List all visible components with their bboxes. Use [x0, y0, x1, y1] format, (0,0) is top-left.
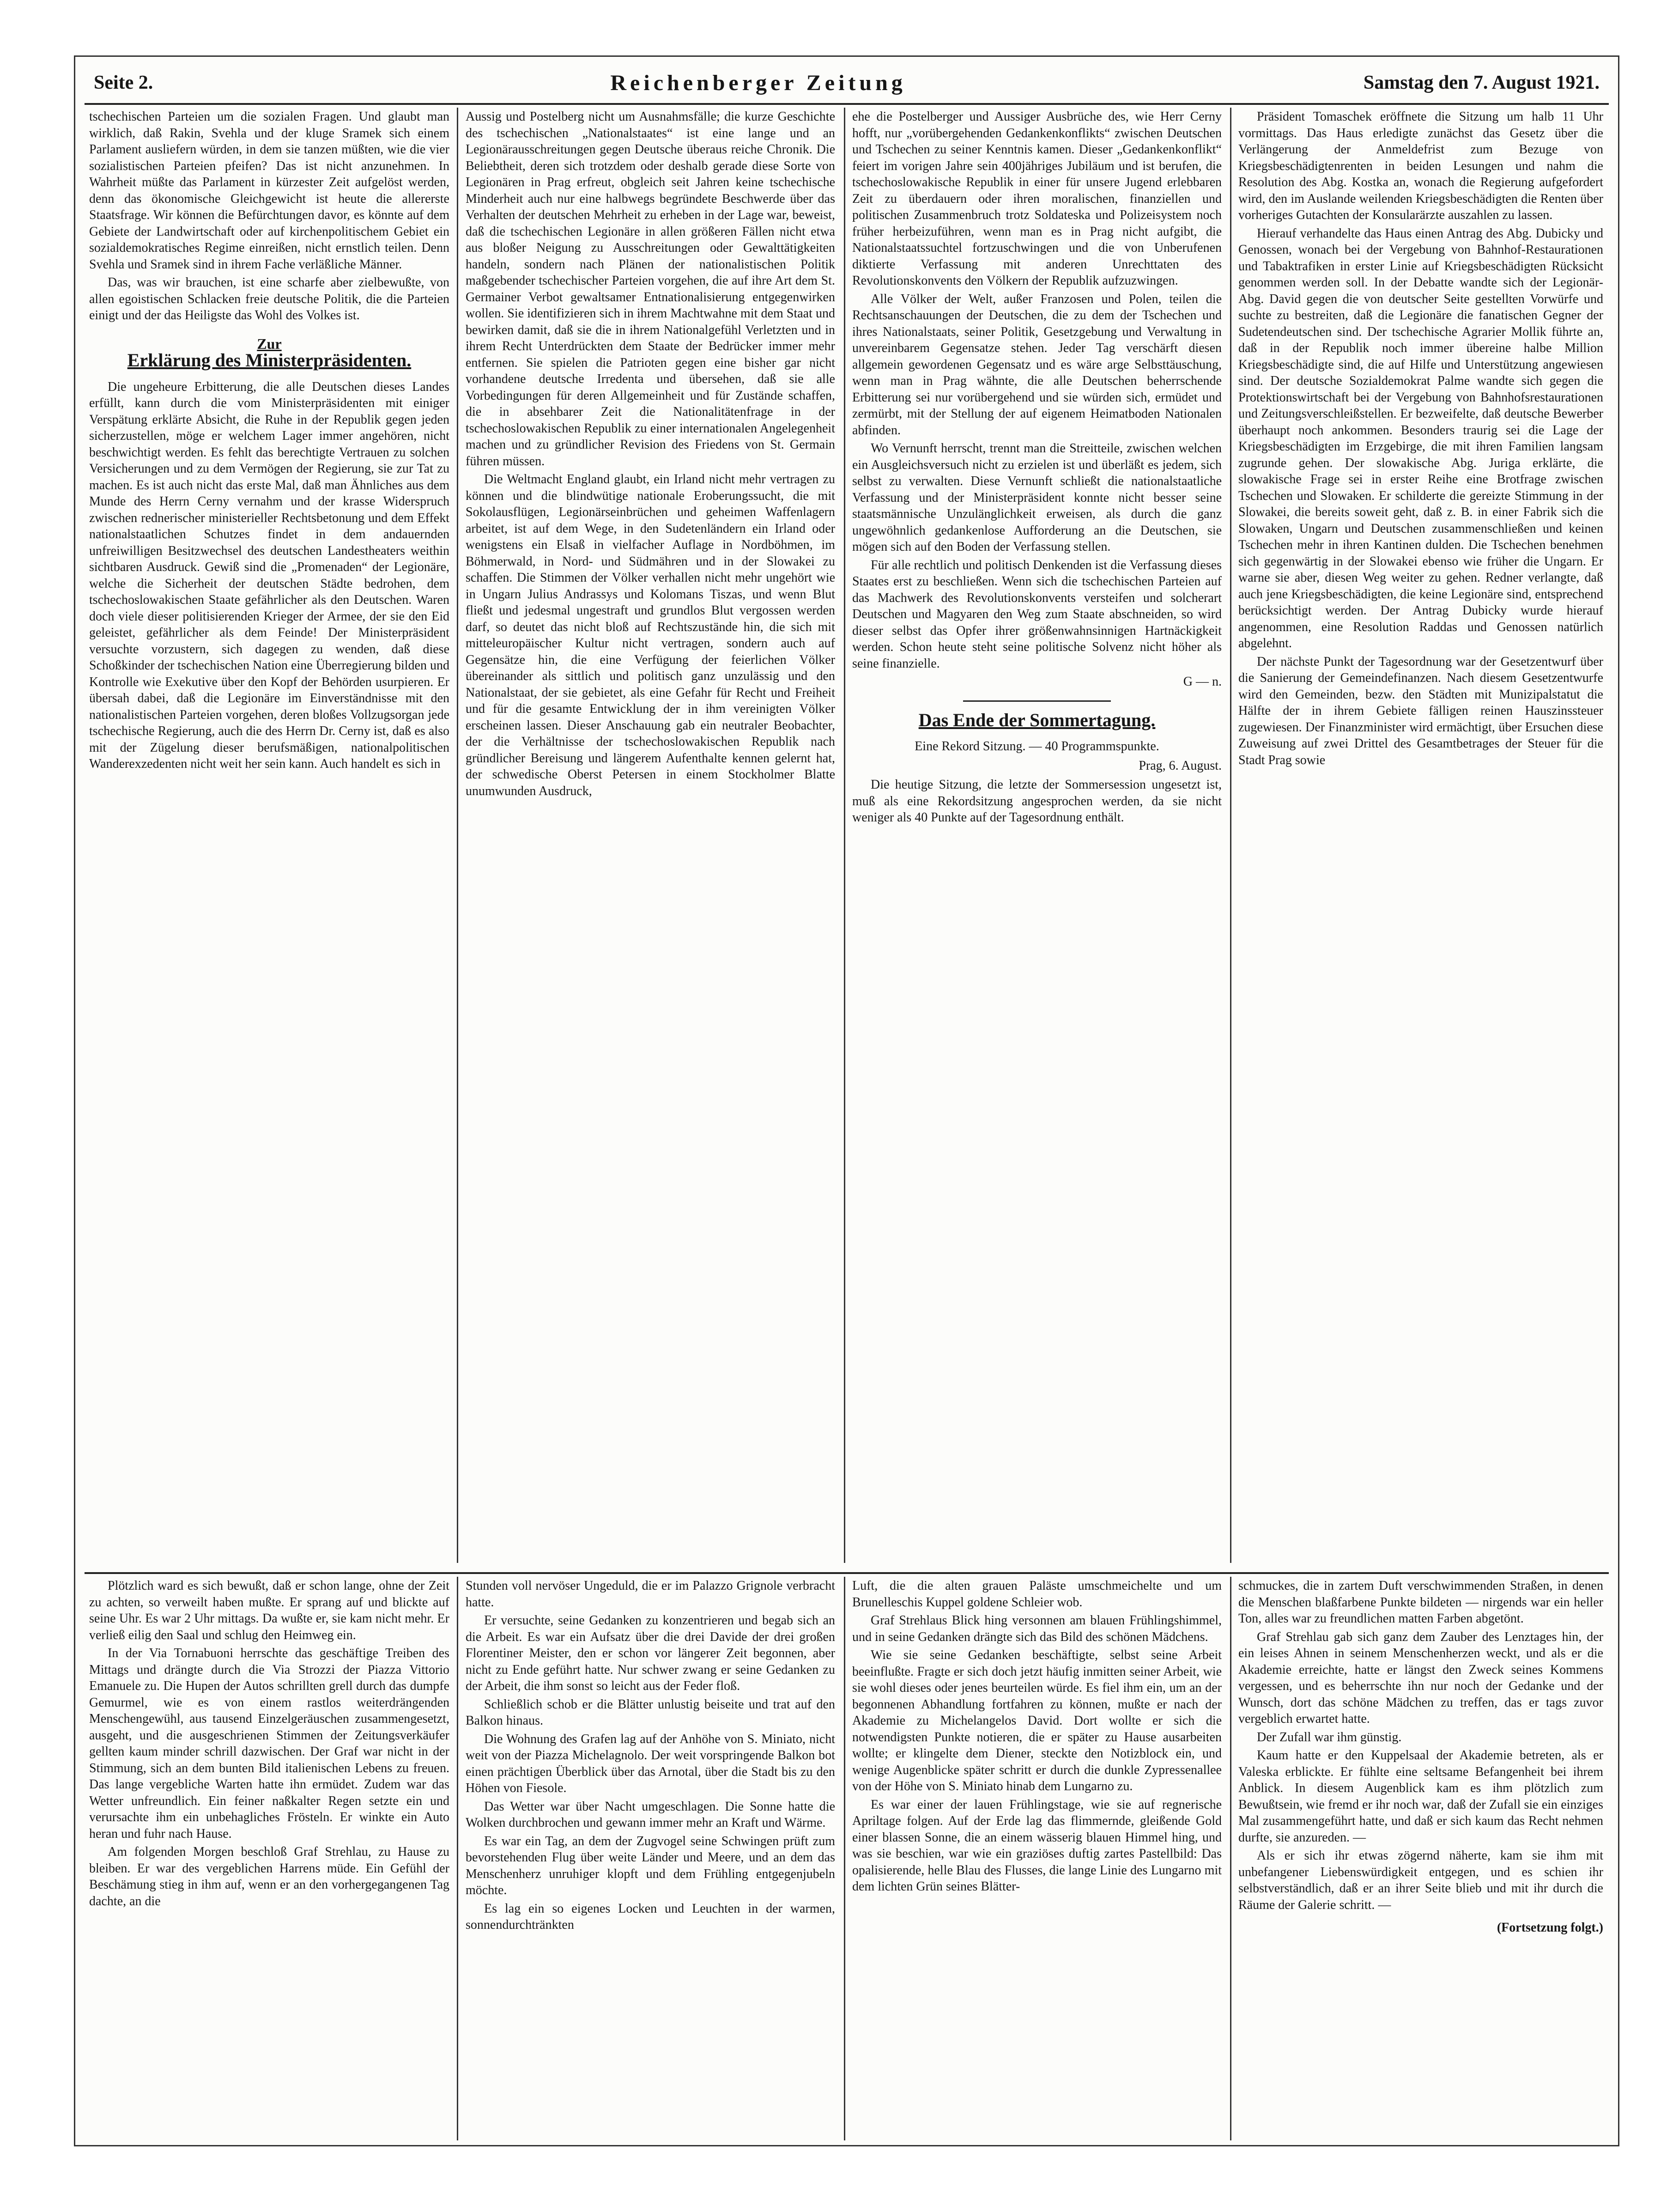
- paragraph: Es war einer der lauen Frühlingstage, wie sie auf regnerische Apriltage folgen. Auf der Erde lag das flimmernde, gleißende Gold einer blassen Sonne, die an einem wässerig blauen Himmel hing, und was sie beschien, war wie ein graziöses duftig zartes Pastellbild: Das opalisierende, helle Blau des Flusses, die lange Linie des Lungarno mit dem lichten Grün seines Blätter-: [852, 1797, 1222, 1894]
- paragraph: Die heutige Sitzung, die letzte der Sommersession ungesetzt ist, muß als eine Rekordsitzung angesprochen werden, da sie nicht weniger als 40 Punkte auf der Tagesordnung enthält.: [852, 778, 1222, 825]
- paragraph: Graf Strehlau gab sich ganz dem Zauber des Lenztages hin, der ein leises Ahnen in seinem Menschenherzen weckt, und als er die Akademie erreichte, hatte er längst den Zweck seines Kommens vergessen, und es beherrschte ihn nur noch der Gedanke und der Wunsch, dort das schöne Mädchen zu treffen, das er tags zuvor vergeblich erwartet hatte.: [1238, 1629, 1603, 1726]
- article-column-3: [852, 109, 1222, 1564]
- article-headline: Das Ende der Sommertagung.: [918, 709, 1156, 730]
- paragraph: schmuckes, die in zartem Duft verschwimmenden Straßen, in denen die Menschen blaßfarbene Punkte bildeten — nirgends war ein heller Ton, alles war zu freundlichen matten Farben abgetönt.: [1238, 1579, 1603, 1626]
- feuilleton-column-3: [852, 1578, 1222, 2139]
- column-divider: [844, 1577, 845, 2140]
- continued-note: (Fortsetzung folgt.): [1497, 1920, 1603, 1935]
- paragraph: Es war ein Tag, an dem der Zugvogel seine Schwingen prüft zum bevorstehenden Flug über weite Länder und Meere, und an dem das Menschenherz unruhiger klopft und dem Frühling entgegenjubeln möchte.: [466, 1834, 835, 1897]
- paragraph: Der Zufall war ihm günstig.: [1257, 1730, 1402, 1744]
- paragraph: Für alle rechtlich und politisch Denkenden ist die Verfassung dieses Staates erst zu beschließen. Wenn sich die tschechischen Parteien auf das Machwerk des Revolutionskonvents versteifen und solcherart Deutschen und Magyaren den Weg zum Staate abschneiden, so wird dieser selbst das Opfer ihrer größenwahnsinnigen Hartnäckigkeit werden. Schon heute steht seine politische Solvenz nicht höher als seine finanzielle.: [852, 558, 1222, 671]
- paragraph: Als er sich ihr etwas zögernd näherte, kam sie ihm mit unbefangener Liebenswürdigkeit entgegen, und es schien ihr selbstverständlich, daß er an ihrer Seite blieb und mit ihr durch die Räume der Galerie schritt. —: [1238, 1848, 1603, 1912]
- paragraph: Schließlich schob er die Blätter unlustig beiseite und trat auf den Balkon hinaus.: [466, 1697, 835, 1728]
- column-divider: [1230, 1577, 1231, 2140]
- feuilleton-rule: [85, 1572, 1609, 1574]
- paragraph: Am folgenden Morgen beschloß Graf Strehlau, zu Hause zu bleiben. Er war des vergeblichen Harrens müde. Ein Gefühl der Beschämung stieg in ihm auf, wenn er an den vorhergegangenen Tag dachte, an die: [89, 1845, 449, 1908]
- paragraph: Die Wohnung des Grafen lag auf der Anhöhe von S. Miniato, nicht weit von der Piazza Michelagnolo. Der weit vorspringende Balkon bot einen prächtigen Überblick über das Arnotal, über die Stadt bis zu den Höhen von Fiesole.: [466, 1732, 835, 1795]
- column-divider: [457, 1577, 458, 2140]
- dateline: Prag, 6. August.: [1139, 758, 1222, 773]
- article-subheading: Eine Rekord Sitzung. — 40 Programmspunkte.: [915, 739, 1159, 754]
- newspaper-page: [74, 55, 1619, 2146]
- paragraph: Alle Völker der Welt, außer Franzosen und Polen, teilen die Rechtsanschauungen der Deutschen, die zu dem der Tschechen und ihres Nationalstaats, seiner Politik, Gesetzgebung und Verwaltung in unvereinbarem Gegensatze stehen. Jeder Tag verschärft diesen allgemein gewordenen Gegensatz und es wäre arge Selbsttäuschung, wenn man in Prag wähnte, die alle Deutschen beherrschende Erbitterung sei nur vorübergehend und sie würden sich, ermüdet und zermürbt, mit der Stellung der auf eigenem Heimatboden Nationalen abfinden.: [852, 292, 1222, 438]
- paragraph: Wie sie seine Gedanken beschäftigte, selbst seine Arbeit beeinflußte. Fragte er sich doch jetzt häufig inmitten seiner Arbeit, wie sie wohl dieses oder jenes beurteilen würde. Es fiel ihm ein, um an der begonnenen Abhandlung fortfahren zu können, mußte er nach der Akademie zu Michelangelos David. Dort wollte er sich die notwendigsten Punkte notieren, die er später zu Hause ausarbeiten wollte; er klingelte dem Diener, steckte den Notizblock ein, und wenige Augenblicke später schritt er durch die dunkle Zypressenallee von der Höhe von S. Miniato hinab dem Lungarno zu.: [852, 1648, 1222, 1793]
- article-column-1: [89, 109, 449, 1564]
- column-divider: [844, 108, 845, 1563]
- issue-date: Samstag den 7. August 1921.: [1363, 72, 1600, 93]
- article-kicker: Zur: [257, 335, 282, 352]
- paragraph: ehe die Postelberger und Aussiger Ausbrüche des, wie Herr Cerny hofft, nur „vorübergehenden Gedankenkonflikts“ zwischen Deutschen und Tschechen zu seiner Kenntnis kamen. Dieser „Gedankenkonflikt“ feiert im vorigen Jahre sein 400jähriges Jubiläum und ist berufen, die tschechoslowakische Republik in einer für unsere Jugend erlebbaren Zeit zu überdauern oder ihren moralischen, finanziellen und politischen Zusammenbruch trotz Soldateska und Polizeisystem noch früher herbeizuführen, wenn man es in Prag nicht aufgibt, die Nationalstaatssuchtel fortzuschwingen und die von Unberufenen diktierte Verfassung mit anderen Unrechttaten des Revolutionskonvents den Völkern der Republik aufzuzwingen.: [852, 109, 1222, 288]
- paragraph: Er versuchte, seine Gedanken zu konzentrieren und begab sich an die Arbeit. Es war ein Aufsatz über die drei Davide der drei großen Florentiner Meister, den er schon vor längerer Zeit begonnen, aber nicht zu Ende geführt hatte. Nur schwer zwang er seine Gedanken zu der Arbeit, die ihm sonst so leicht aus der Feder floß.: [466, 1613, 835, 1693]
- column-divider: [1230, 108, 1231, 1563]
- article-headline: Erklärung des Ministerpräsidenten.: [127, 350, 412, 371]
- page-number: Seite 2.: [94, 72, 153, 93]
- paragraph: Graf Strehlaus Blick hing versonnen am blauen Frühlingshimmel, und in seine Gedanken drängte sich das Bild des schönen Mädchens.: [852, 1613, 1222, 1644]
- feuilleton-column-4: [1238, 1578, 1603, 2139]
- author-signature: G — n.: [1183, 675, 1222, 689]
- header-rule: [85, 103, 1609, 105]
- feuilleton-column-1: [89, 1578, 449, 2139]
- paragraph: Kaum hatte er den Kuppelsaal der Akademie betreten, als er Valeska erblickte. Er fühlte eine seltsame Befangenheit bei ihrem Anblick. In diesem Augenblick kam es ihm plötzlich zum Bewußtsein, wie fremd er ihr noch war, daß der Zufall sie ein einziges Mal zusammengeführt hatte, und daß er sich kaum das Recht nehmen durfte, sie anzureden. —: [1238, 1748, 1603, 1845]
- paragraph: Der nächste Punkt der Tagesordnung war der Gesetzentwurf über die Sanierung der Gemeindefinanzen. Nach diesem Gesetzentwurfe wird den Gemeinden, bezw. den Städten mit Munizipalstatut die Hälfte der in ihrem Gebiete fälligen reinen Hauszinssteuer zugewiesen. Der Finanzminister wird ermächtigt, über Ersuchen diese Zuweisung auf zwei Drittel des Gesamtbetrages der Steuer für die Stadt Prag sowie: [1238, 654, 1603, 767]
- section-divider: [963, 700, 1111, 702]
- paragraph: Die Weltmacht England glaubt, ein Irland nicht mehr vertragen zu können und die blindwütige nationale Eroberungssucht, die mit Sokolausflügen, Legionärseinbrüchen und geheimen Waffenlagern arbeitet, ist auf dem Wege, in den Sudetenländern ein Irland oder wenigstens ein Elsaß in vielfacher Auflage in Nordböhmen, im Böhmerwald, in Nord- und Südmähren und in der Slowakei zu schaffen. Die Stimmen der Völker verhallen nicht mehr ungehört wie in Ungarn Julius Andrassys und Kolomans Tiszas, und wenn Blut fließt und jedesmal ungestraft und grundlos Blut vergossen werden darf, so deutet das nicht bloß auf Rechtszustände hin, die sich mit mitteleuropäischer Kultur nicht vertragen, sondern auch auf Gegensätze hin, die eine Verfügung der feierlichen Völker übereinander als sittlich und politisch ganz unzulässig und den Nationalstaat, der sie gebietet, als eine Gefahr für Recht und Freiheit und für die gesamte Entwicklung der in ihm vereinigten Völker erscheinen lassen. Dieser Anschauung gab ein neutraler Beobachter, der die Verhältnisse der tschechoslowakischen Republik nach gründlicher Bereisung und längerem Aufenthalte kennen gelernt hat, der schwedische Oberst Petersen in einem Stockholmer Blatte unumwunden Ausdruck,: [466, 472, 835, 798]
- paragraph: Das, was wir brauchen, ist eine scharfe aber zielbewußte, von allen egoistischen Schlacken freie deutsche Politik, die die Parteien einigt und der das Heiligste das Wohl des Volkes ist.: [89, 275, 449, 322]
- page-header: [94, 64, 1600, 101]
- paragraph: Die ungeheure Erbitterung, die alle Deutschen dieses Landes erfüllt, kann durch die vom Ministerpräsidenten mit einiger Verspätung erklärte Absicht, die Ruhe in der Republik gegen jeden sicherzustellen, möge er welchem Lager immer angehören, nicht beschwichtigt werden. Es fehlt das berechtigte Vertrauen zu solchen Versicherungen und zu dem Vermögen der Regierung, sie zur Tat zu machen. Es ist auch nicht das erste Mal, daß man Ähnliches aus dem Munde des Herrn Cerny vernahm und der krasse Widerspruch zwischen rednerischer ministerieller Rechtsbetonung und dem Effekt nationalstaatlichen Schutzes findet in dem andauernden unfreiwilligen Besitzwechsel des deutschen Landestheaters weithin sichtbaren Ausdruck. Gewiß sind die „Promenaden“ der Legionäre, welche die Sicherheit der deutschen Städte bedrohen, dem tschechoslowakischen Staate gefährlicher als den Deutschen. Waren doch viele dieser politisierenden Krieger der Armee, der sie den Eid geleistet, gefährlicher als dem Feinde! Der Ministerpräsident versuchte vorzustern, sich dagegen zu wenden, daß diese Schoßkinder der tschechischen Nation eine Überregierung bilden und Kontrolle wie Exekutive über den Kopf der Behörden usurpieren. Er übersah dabei, daß die Legionäre im Einverständnisse mit den nationalistischen Parteien vorgehen, deren bloßes Vollzugsorgan jede tschechische Regierung, auch die des Herrn Dr. Cerny ist, daß es also mit der Zügelung dieser berufsmäßigen, nationalpolitischen Wanderexzedenten nicht weit her sein kann. Auch handelt es sich in: [89, 379, 449, 771]
- column-divider: [457, 108, 458, 1563]
- paragraph: Aussig und Postelberg nicht um Ausnahmsfälle; die kurze Geschichte des tschechischen „Nationalstaates“ ist eine lange und an Legionärausschreitungen gegen Deutsche überaus reiche Chronik. Die Beliebtheit, deren sich trotzdem oder deshalb gerade diese Sorte von Legionären in Prag erfreut, obgleich seit Jahren keine tschechische Minderheit auch nur eine halbwegs begründete Beschwerde über das Verhalten der deutschen Mehrheit zu erheben in der Lage war, beweist, daß die tschechischen Legionäre in allen größeren Fällen nicht etwa aus bloßer Neigung zu Ausschreitungen oder Gewalttätigkeiten handeln, sondern nach Plänen der nationalistischen Politik maßgebender tschechischer Parteien vorgehen, die auf ihre Art dem St. Germainer Verbot gewaltsamer Entnationalisierung entgegenwirken wollen. Sie identifizieren sich in ihrem Machtwahne mit dem Staat und bewirken damit, daß sie die in ihrem Nationalgefühl Verletzten und in ihrem Recht Unterdrückten dem Staate der Bedrücker immer mehr entfernen. Sie spielen die Patrioten gegen eine bisher gar nicht vorhandene deutsche Irredenta und übersehen, daß sie alle Vorbedingungen für deren Allgemeinheit und für Zustände schaffen, die in absehbarer Zeit die Nationalitätenfrage in der tschechoslowakischen Republik zu einer internationalen Angelegenheit machen und zu gründlicher Revision des Friedens von St. Germain führen müssen.: [466, 109, 835, 468]
- paragraph: Stunden voll nervöser Ungeduld, die er im Palazzo Grignole verbracht hatte.: [466, 1579, 835, 1610]
- paragraph: Das Wetter war über Nacht umgeschlagen. Die Sonne hatte die Wolken durchbrochen und gewann immer mehr an Kraft und Wärme.: [466, 1799, 835, 1830]
- paragraph: Präsident Tomaschek eröffnete die Sitzung um halb 11 Uhr vormittags. Das Haus erledigte zunächst das Gesetz über die Verlängerung der Anmeldefrist zum Bezuge von Kriegsbeschädigtenrenten in beiden Lesungen und nahm die Resolution des Abg. Kostka an, wonach die Regierung aufgefordert wird, den im Auslande weilenden Kriegsbeschädigten die Renten über vorheriges Gutachten der Konsularärzte auszahlen zu lassen.: [1238, 109, 1603, 222]
- newspaper-title: Reichenberger Zeitung: [610, 70, 906, 95]
- paragraph: tschechischen Parteien um die sozialen Fragen. Und glaubt man wirklich, daß Rakin, Svehla und der kluge Sramek sich einem Parlament ausliefern würden, in dem sie tanzen müßten, wie die vier sozialistischen Parteien pfeifen? Das ist nicht anzunehmen. In Wahrheit müßte das Parlament in kürzester Zeit aufgelöst werden, denn das ökonomische Gleichgewicht ist heute die allererste Staatsfrage. Wir können die Befürchtungen davor, es könnte auf dem Gebiete der Landwirtschaft oder auf kirchenpolitischem Gebiet ein sozialdemokratisches Regime einreißen, nicht ernstlich teilen. Denn Svehla und Sramek sind in ihrem Fache verläßliche Männer.: [89, 109, 449, 272]
- paragraph: In der Via Tornabuoni herrschte das geschäftige Treiben des Mittags und drängte durch die Via Strozzi der Piazza Vittorio Emanuele zu. Die Hupen der Autos schrillten grell durch das dumpfe Gemurmel, wie es von einem rastlos weiterdrängenden Menschengewühl, aus tausend Einzelgeräuschen zusammengesetzt, ausgeht, und die ausgeschrienen Stimmen der Zeitungsverkäufer gellten kaum minder schrill dazwischen. Der Graf war nicht in der Stimmung, sich an dem bunten Bild italienischen Lebens zu freuen. Das lange vergebliche Warten hatte ihn ermüdet. Zudem war das Wetter unfreundlich. Ein feiner naßkalter Regen setzte ein und verursachte ihm ein unbehagliches Frösteln. Er winkte ein Auto heran und fuhr nach Hause.: [89, 1646, 449, 1841]
- feuilleton-column-2: [466, 1578, 835, 2139]
- paragraph: Wo Vernunft herrscht, trennt man die Streitteile, zwischen welchen ein Ausgleichsversuch nicht zu erzielen ist und überläßt es jedem, sich selbst zu verwalten. Diese Vernunft schließt die nationalstaatliche Verfassung und der Ministerpräsident konnte nicht besser seine staatsmännische Unzulänglichkeit erweisen, als durch die ganz ungewöhnlich gedankenlose Aufforderung an die Deutschen, sie mögen sich auf den Boden der Verfassung stellen.: [852, 441, 1222, 554]
- paragraph: Plötzlich ward es sich bewußt, daß er schon lange, ohne der Zeit zu achten, so verweilt haben mußte. Er sprang auf und blickte auf seine Uhr. Es war 2 Uhr mittags. Da wußte er, sie kam nicht mehr. Er verließ eilig den Saal und schlug den Heimweg ein.: [89, 1579, 449, 1642]
- article-column-2: [466, 109, 835, 1564]
- article-column-4: [1238, 109, 1603, 1564]
- paragraph: Hierauf verhandelte das Haus einen Antrag des Abg. Dubicky und Genossen, wonach bei der Vergebung von Bahnhof-Restaurationen und Tabaktrafiken in erster Linie auf Kriegsbeschädigten Rücksicht genommen werden soll. In der Debatte wandte sich der Legionär-Abg. David gegen die von deutscher Seite gestellten Vorwürfe und suchte zu bestreiten, daß die Legionäre die fanatischen Gegner der Sudetendeutschen sind. Der tschechische Agrarier Mollik führte an, daß in der Republik noch immer übereine halbe Million Kriegsbeschädigte sind, die auf Hilfe und Unterstützung angewiesen sind. Der deutsche Sozialdemokrat Palme wandte sich gegen die Protektionswirtschaft bei der Vergebung von Bahnhofsrestaurationen und Zeitungsverschleißstellen. Er bezweifelte, daß deutsche Bewerber überhaupt noch ankommen. Besonders traurig sei die Lage der Kriegsbeschädigten im Erzgebirge, die mit ihren Familien langsam zugrunde gehen. Der slowakische Abg. Juriga erklärte, die slowakische Frage sei in erster Reihe eine Brotfrage zwischen Tschechen und Slowaken. Er schilderte die gereizte Stimmung in der Slowakei, die bereits soweit geht, daß z. B. in einer Fabrik sich die Slowaken, Ungarn und Deutschen zusammenschließen und keinen Tschechen mehr in ihren Kantinen dulden. Die Tschechen benehmen sich gegenwärtig in der Slowakei ebenso wie früher die Ungarn. Er warne sie aber, diesen Weg weiter zu gehen. Redner verlangte, daß auch jene Kriegsbeschädigten, die keine Legionäre sind, entsprechend berücksichtigt werden. Der Antrag Dubicky wurde hierauf angenommen, eine Resolution Raddas und Genossen natürlich abgelehnt.: [1238, 226, 1603, 650]
- paragraph: Es lag ein so eigenes Locken und Leuchten in der warmen, sonnendurchtränkten: [466, 1901, 835, 1932]
- paragraph: Luft, die die alten grauen Paläste umschmeichelte und um Brunelleschis Kuppel goldene Schleier wob.: [852, 1579, 1222, 1610]
